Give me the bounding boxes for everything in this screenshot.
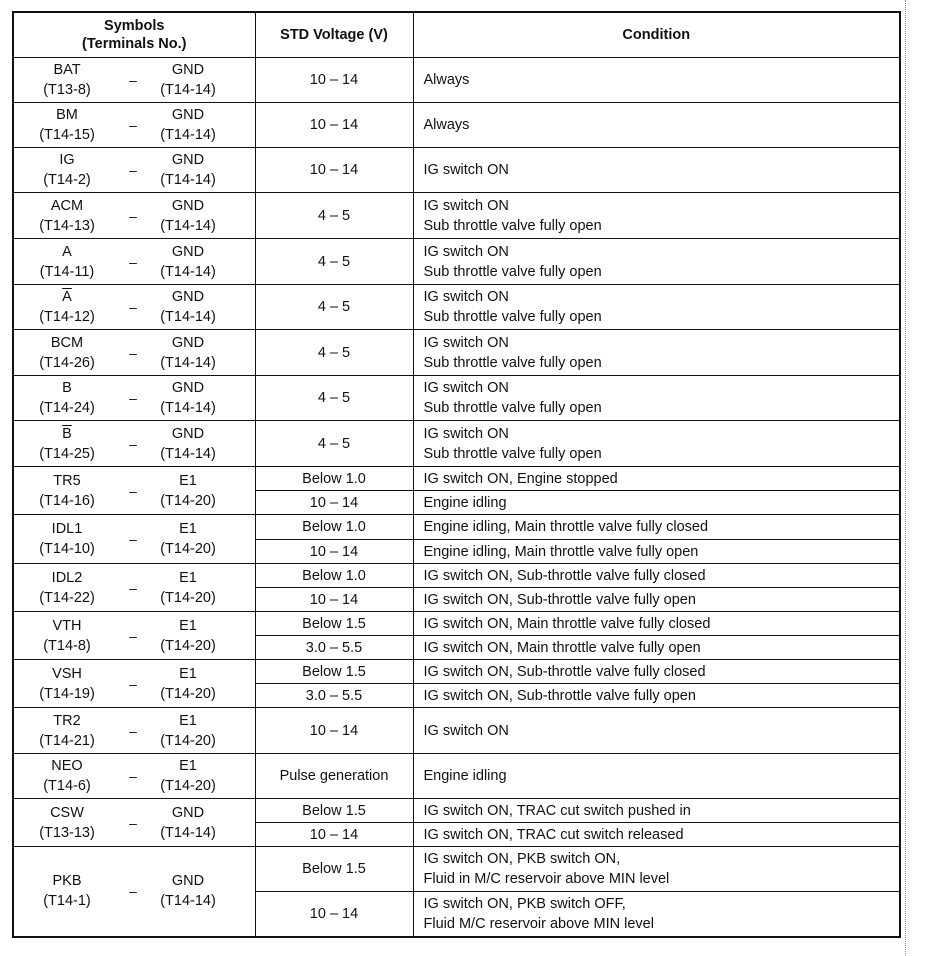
ground-symbol: GND [171,425,205,442]
condition-line: IG switch ON [423,243,509,260]
symbol-group [14,756,255,796]
terminal-number: (T14-22) [39,589,95,606]
ground-symbol-column [146,871,230,911]
terminal-dash: – [129,344,137,361]
ground-terminal-number: (T14-20) [160,492,216,509]
ground-symbol-column [146,471,230,511]
condition-line: Sub throttle valve fully open [423,400,602,416]
terminal-symbol-column [14,568,120,608]
symbol-group [14,333,255,373]
symbol-group [14,105,255,145]
symbol-group [14,287,255,327]
ground-symbol-column [146,803,230,843]
terminal-symbol-column [14,616,120,656]
ground-terminal-number: (T14-14) [160,217,216,234]
condition-line: IG switch ON [423,722,509,739]
std-voltage-cell: 4 – 5 [255,376,413,421]
terminal-dash: – [129,579,137,596]
table-row [13,847,900,892]
ground-terminal-number: (T14-14) [160,82,216,98]
ground-terminal-number: (T14-20) [160,685,216,702]
table-row [13,515,900,540]
terminal-number: (T14-8) [43,637,91,654]
terminal-dash: – [129,675,137,692]
header-symbols-line2: (Terminals No.) [82,36,187,52]
terminal-number: (T14-2) [43,172,91,188]
std-voltage-cell: Below 1.5 [255,612,413,636]
terminal-symbol: ACM [50,197,84,214]
terminal-dash: – [129,117,137,133]
condition-line: IG switch ON, Sub-throttle valve fully closed [423,663,706,680]
symbol-group [14,616,255,656]
terminal-dash: – [129,482,137,499]
terminal-number: (T14-1) [43,893,91,910]
ground-symbol-column [146,60,230,100]
condition-line: Sub throttle valve fully open [423,217,602,234]
terminal-dash: – [129,814,137,831]
symbol-group [14,664,255,704]
std-voltage-cell: 10 – 14 [255,540,413,564]
condition-line: IG switch ON, Main throttle valve fully closed [423,615,711,632]
table-row [13,285,900,330]
condition-cell [413,330,900,376]
condition-line: IG switch ON [423,289,509,305]
ground-symbol: E1 [179,521,197,537]
std-voltage-cell: 10 – 14 [255,708,413,754]
ground-symbol: GND [171,107,205,123]
symbol-group [14,196,255,236]
condition-cell [413,193,900,239]
condition-line: Sub throttle valve fully open [423,263,602,280]
condition-line: Sub throttle valve fully open [423,445,602,462]
ground-terminal-number: (T14-14) [160,400,216,416]
condition-line: Engine idling, Main throttle valve fully open [423,543,699,560]
table-row [13,193,900,239]
table-row [13,612,900,636]
symbol-cell [13,564,255,612]
condition-line: IG switch ON, Main throttle valve fully open [423,639,701,656]
table-row [13,58,900,103]
table-row [13,467,900,491]
terminal-symbol-column [14,287,120,327]
condition-line: IG switch ON, TRAC cut switch pushed in [423,802,691,819]
condition-cell [413,636,900,660]
terminal-dash: – [129,768,137,784]
condition-line: IG switch ON [423,197,509,214]
condition-cell [413,660,900,684]
condition-line: Always [423,72,470,88]
ground-symbol: E1 [179,712,197,729]
ground-symbol: E1 [179,758,197,774]
terminal-number: (T14-15) [39,127,95,143]
symbol-group [14,871,255,911]
condition-cell [413,421,900,467]
ground-symbol-column [146,711,230,751]
condition-cell [413,612,900,636]
condition-line: IG switch ON, Sub-throttle valve fully open [423,591,696,608]
condition-line: IG switch ON, Sub-throttle valve fully closed [423,567,706,584]
terminal-number: (T14-25) [39,445,95,462]
terminal-symbol-column [14,471,120,511]
symbol-cell [13,847,255,937]
symbol-cell [13,148,255,193]
condition-cell [413,239,900,285]
terminal-symbol-column [14,803,120,843]
std-voltage-cell: Below 1.5 [255,847,413,892]
std-voltage-cell: 4 – 5 [255,330,413,376]
ground-symbol: GND [171,197,205,214]
std-voltage-cell: 10 – 14 [255,58,413,103]
condition-cell [413,376,900,421]
ground-symbol-column [146,150,230,190]
condition-cell [413,588,900,612]
terminal-number: (T13-13) [39,824,95,841]
symbol-cell [13,103,255,148]
std-voltage-cell: Below 1.0 [255,467,413,491]
ground-symbol: GND [171,62,205,78]
terminal-symbol: VTH [52,617,82,634]
table-row [13,660,900,684]
condition-cell [413,754,900,799]
ground-symbol: GND [171,152,205,168]
std-voltage-cell: 10 – 14 [255,491,413,515]
symbol-cell [13,193,255,239]
terminal-dash: – [129,883,137,900]
std-voltage-cell: 3.0 – 5.5 [255,636,413,660]
terminal-symbol: TR5 [53,472,81,489]
terminal-dash: – [129,299,137,315]
std-voltage-cell: Below 1.5 [255,660,413,684]
ground-terminal-number: (T14-20) [160,732,216,749]
terminal-number: (T14-11) [39,263,95,280]
terminal-symbol: $\overline{B}$ [62,425,72,442]
symbol-group [14,471,255,511]
ground-symbol-column [146,105,230,145]
symbol-cell [13,708,255,754]
terminal-symbol-column [14,150,120,190]
table-row [13,148,900,193]
ground-terminal-number: (T14-14) [160,445,216,462]
std-voltage-cell: 10 – 14 [255,892,413,937]
condition-line: IG switch ON, Sub-throttle valve fully open [423,687,696,704]
ground-symbol-column [146,287,230,327]
ground-terminal-number: (T14-14) [160,893,216,910]
terminal-dash: – [129,531,137,547]
terminal-number: (T14-26) [39,354,95,371]
terminal-symbol: BAT [53,62,81,78]
terminal-number: (T14-10) [39,541,95,557]
table-row [13,799,900,823]
terminal-symbol-column [14,711,120,751]
ground-terminal-number: (T14-20) [160,637,216,654]
header-condition: Condition [413,12,900,58]
terminal-dash: – [129,162,137,178]
ground-symbol: E1 [179,569,197,586]
terminal-symbol: BCM [50,334,84,351]
ground-symbol: E1 [179,665,197,682]
ground-symbol-column [146,664,230,704]
std-voltage-cell: Pulse generation [255,754,413,799]
std-voltage-cell: 10 – 14 [255,103,413,148]
terminal-symbol-column [14,333,120,373]
ground-symbol: GND [171,243,205,260]
ground-symbol-column [146,378,230,418]
symbol-cell [13,754,255,799]
page-edge-rule [905,0,907,956]
terminal-dash: – [129,627,137,644]
condition-cell [413,515,900,540]
ground-terminal-number: (T14-14) [160,172,216,188]
ground-terminal-number: (T14-20) [160,589,216,606]
condition-line: Engine idling [423,494,507,511]
terminal-symbol-column [14,378,120,418]
std-voltage-cell: 10 – 14 [255,823,413,847]
terminal-symbol: PKB [52,873,82,890]
terminal-number: (T14-16) [39,492,95,509]
std-voltage-cell: 10 – 14 [255,588,413,612]
header-std-voltage: STD Voltage (V) [255,12,413,58]
ground-terminal-number: (T14-14) [160,824,216,841]
condition-cell [413,892,900,937]
terminal-number: (T14-13) [39,217,95,234]
condition-line: IG switch ON [423,380,509,396]
symbol-group [14,378,255,418]
terminal-dash: – [129,390,137,406]
terminal-number: (T14-12) [39,309,95,325]
symbol-group [14,150,255,190]
ground-terminal-number: (T14-14) [160,309,216,325]
terminal-symbol: TR2 [53,712,81,729]
condition-cell [413,467,900,491]
terminal-number: (T14-19) [39,685,95,702]
ground-symbol-column [146,519,230,559]
condition-line: IG switch ON, TRAC cut switch released [423,826,684,843]
terminal-dash: – [129,722,137,739]
condition-line: Always [423,117,470,133]
symbol-group [14,242,255,282]
condition-cell [413,58,900,103]
symbol-cell [13,467,255,515]
condition-line: Engine idling [423,768,507,784]
condition-cell [413,491,900,515]
terminal-symbol-column [14,105,120,145]
condition-line: Engine idling, Main throttle valve fully closed [423,519,709,535]
condition-line: IG switch ON, PKB switch OFF, [423,895,626,912]
std-voltage-cell: 4 – 5 [255,193,413,239]
condition-line: Sub throttle valve fully open [423,354,602,371]
terminal-symbol-column [14,60,120,100]
ground-symbol: E1 [179,472,197,489]
std-voltage-cell: Below 1.0 [255,515,413,540]
table-row [13,564,900,588]
terminal-number: (T14-6) [43,778,91,794]
std-voltage-cell: 4 – 5 [255,285,413,330]
condition-line: Sub throttle valve fully open [423,309,602,325]
symbol-group [14,424,255,464]
terminal-symbol: B [62,380,72,396]
terminal-symbol: IDL2 [51,569,83,586]
table-row [13,421,900,467]
condition-cell [413,564,900,588]
table-row [13,708,900,754]
symbol-group [14,803,255,843]
symbol-cell [13,660,255,708]
symbol-group [14,568,255,608]
voltage-spec-table-container [12,11,901,938]
condition-cell [413,708,900,754]
terminal-symbol-column [14,519,120,559]
symbol-cell [13,239,255,285]
table-row [13,376,900,421]
std-voltage-cell: 4 – 5 [255,421,413,467]
symbol-cell [13,799,255,847]
condition-line: IG switch ON [423,334,509,351]
terminal-symbol: BM [56,107,78,123]
ground-terminal-number: (T14-14) [160,127,216,143]
terminal-symbol: VSH [52,665,82,682]
condition-line: Fluid M/C reservoir above MIN level [423,915,654,932]
terminal-dash: – [129,207,137,224]
ground-symbol: GND [171,380,205,396]
terminal-number: (T14-24) [39,400,95,416]
terminal-symbol-column [14,756,120,796]
ground-terminal-number: (T14-14) [160,354,216,371]
voltage-spec-table [12,11,901,938]
ground-symbol-column [146,616,230,656]
std-voltage-cell: 4 – 5 [255,239,413,285]
ground-symbol-column [146,242,230,282]
table-row [13,103,900,148]
symbol-cell [13,285,255,330]
condition-cell [413,684,900,708]
condition-cell [413,847,900,892]
condition-cell [413,799,900,823]
symbol-cell [13,515,255,564]
table-row [13,330,900,376]
ground-symbol-column [146,333,230,373]
header-symbols-line1: Symbols [104,18,165,34]
terminal-symbol: IDL1 [51,521,83,537]
symbol-group [14,60,255,100]
terminal-symbol-column [14,242,120,282]
ground-terminal-number: (T14-14) [160,263,216,280]
terminal-symbol: NEO [51,758,83,774]
terminal-symbol-column [14,196,120,236]
std-voltage-cell: 3.0 – 5.5 [255,684,413,708]
terminal-symbol-column [14,424,120,464]
ground-symbol: GND [171,289,205,305]
table-row [13,754,900,799]
condition-cell [413,148,900,193]
condition-line: IG switch ON, PKB switch ON, [423,851,621,867]
header-symbols [13,12,255,58]
ground-symbol: GND [171,804,205,821]
condition-line: IG switch ON, Engine stopped [423,470,618,487]
condition-cell [413,103,900,148]
ground-symbol-column [146,756,230,796]
terminal-number: (T13-8) [43,82,91,98]
symbol-cell [13,330,255,376]
symbol-group [14,711,255,751]
table-header-row [13,12,900,58]
table-row [13,239,900,285]
terminal-symbol-column [14,871,120,911]
ground-symbol-column [146,424,230,464]
condition-line: IG switch ON [423,425,509,442]
ground-symbol-column [146,196,230,236]
terminal-dash: – [129,253,137,270]
std-voltage-cell: Below 1.5 [255,799,413,823]
symbol-cell [13,58,255,103]
ground-symbol-column [146,568,230,608]
std-voltage-cell: Below 1.0 [255,564,413,588]
condition-cell [413,823,900,847]
symbol-cell [13,376,255,421]
terminal-dash: – [129,72,137,88]
ground-symbol: E1 [179,617,197,634]
ground-symbol: GND [171,873,205,890]
symbol-cell [13,612,255,660]
terminal-number: (T14-21) [39,732,95,749]
terminal-symbol: A [62,243,72,260]
ground-terminal-number: (T14-20) [160,778,216,794]
terminal-symbol: CSW [50,804,84,821]
ground-symbol: GND [171,334,205,351]
terminal-symbol: $\overline{A}$ [62,289,72,305]
condition-cell [413,285,900,330]
condition-line: Fluid in M/C reservoir above MIN level [423,871,670,887]
terminal-symbol-column [14,664,120,704]
ground-terminal-number: (T14-20) [160,541,216,557]
terminal-symbol: IG [59,152,75,168]
std-voltage-cell: 10 – 14 [255,148,413,193]
terminal-dash: – [129,435,137,452]
symbol-group [14,519,255,559]
table-body [13,58,900,937]
condition-line: IG switch ON [423,162,509,178]
condition-cell [413,540,900,564]
symbol-cell [13,421,255,467]
